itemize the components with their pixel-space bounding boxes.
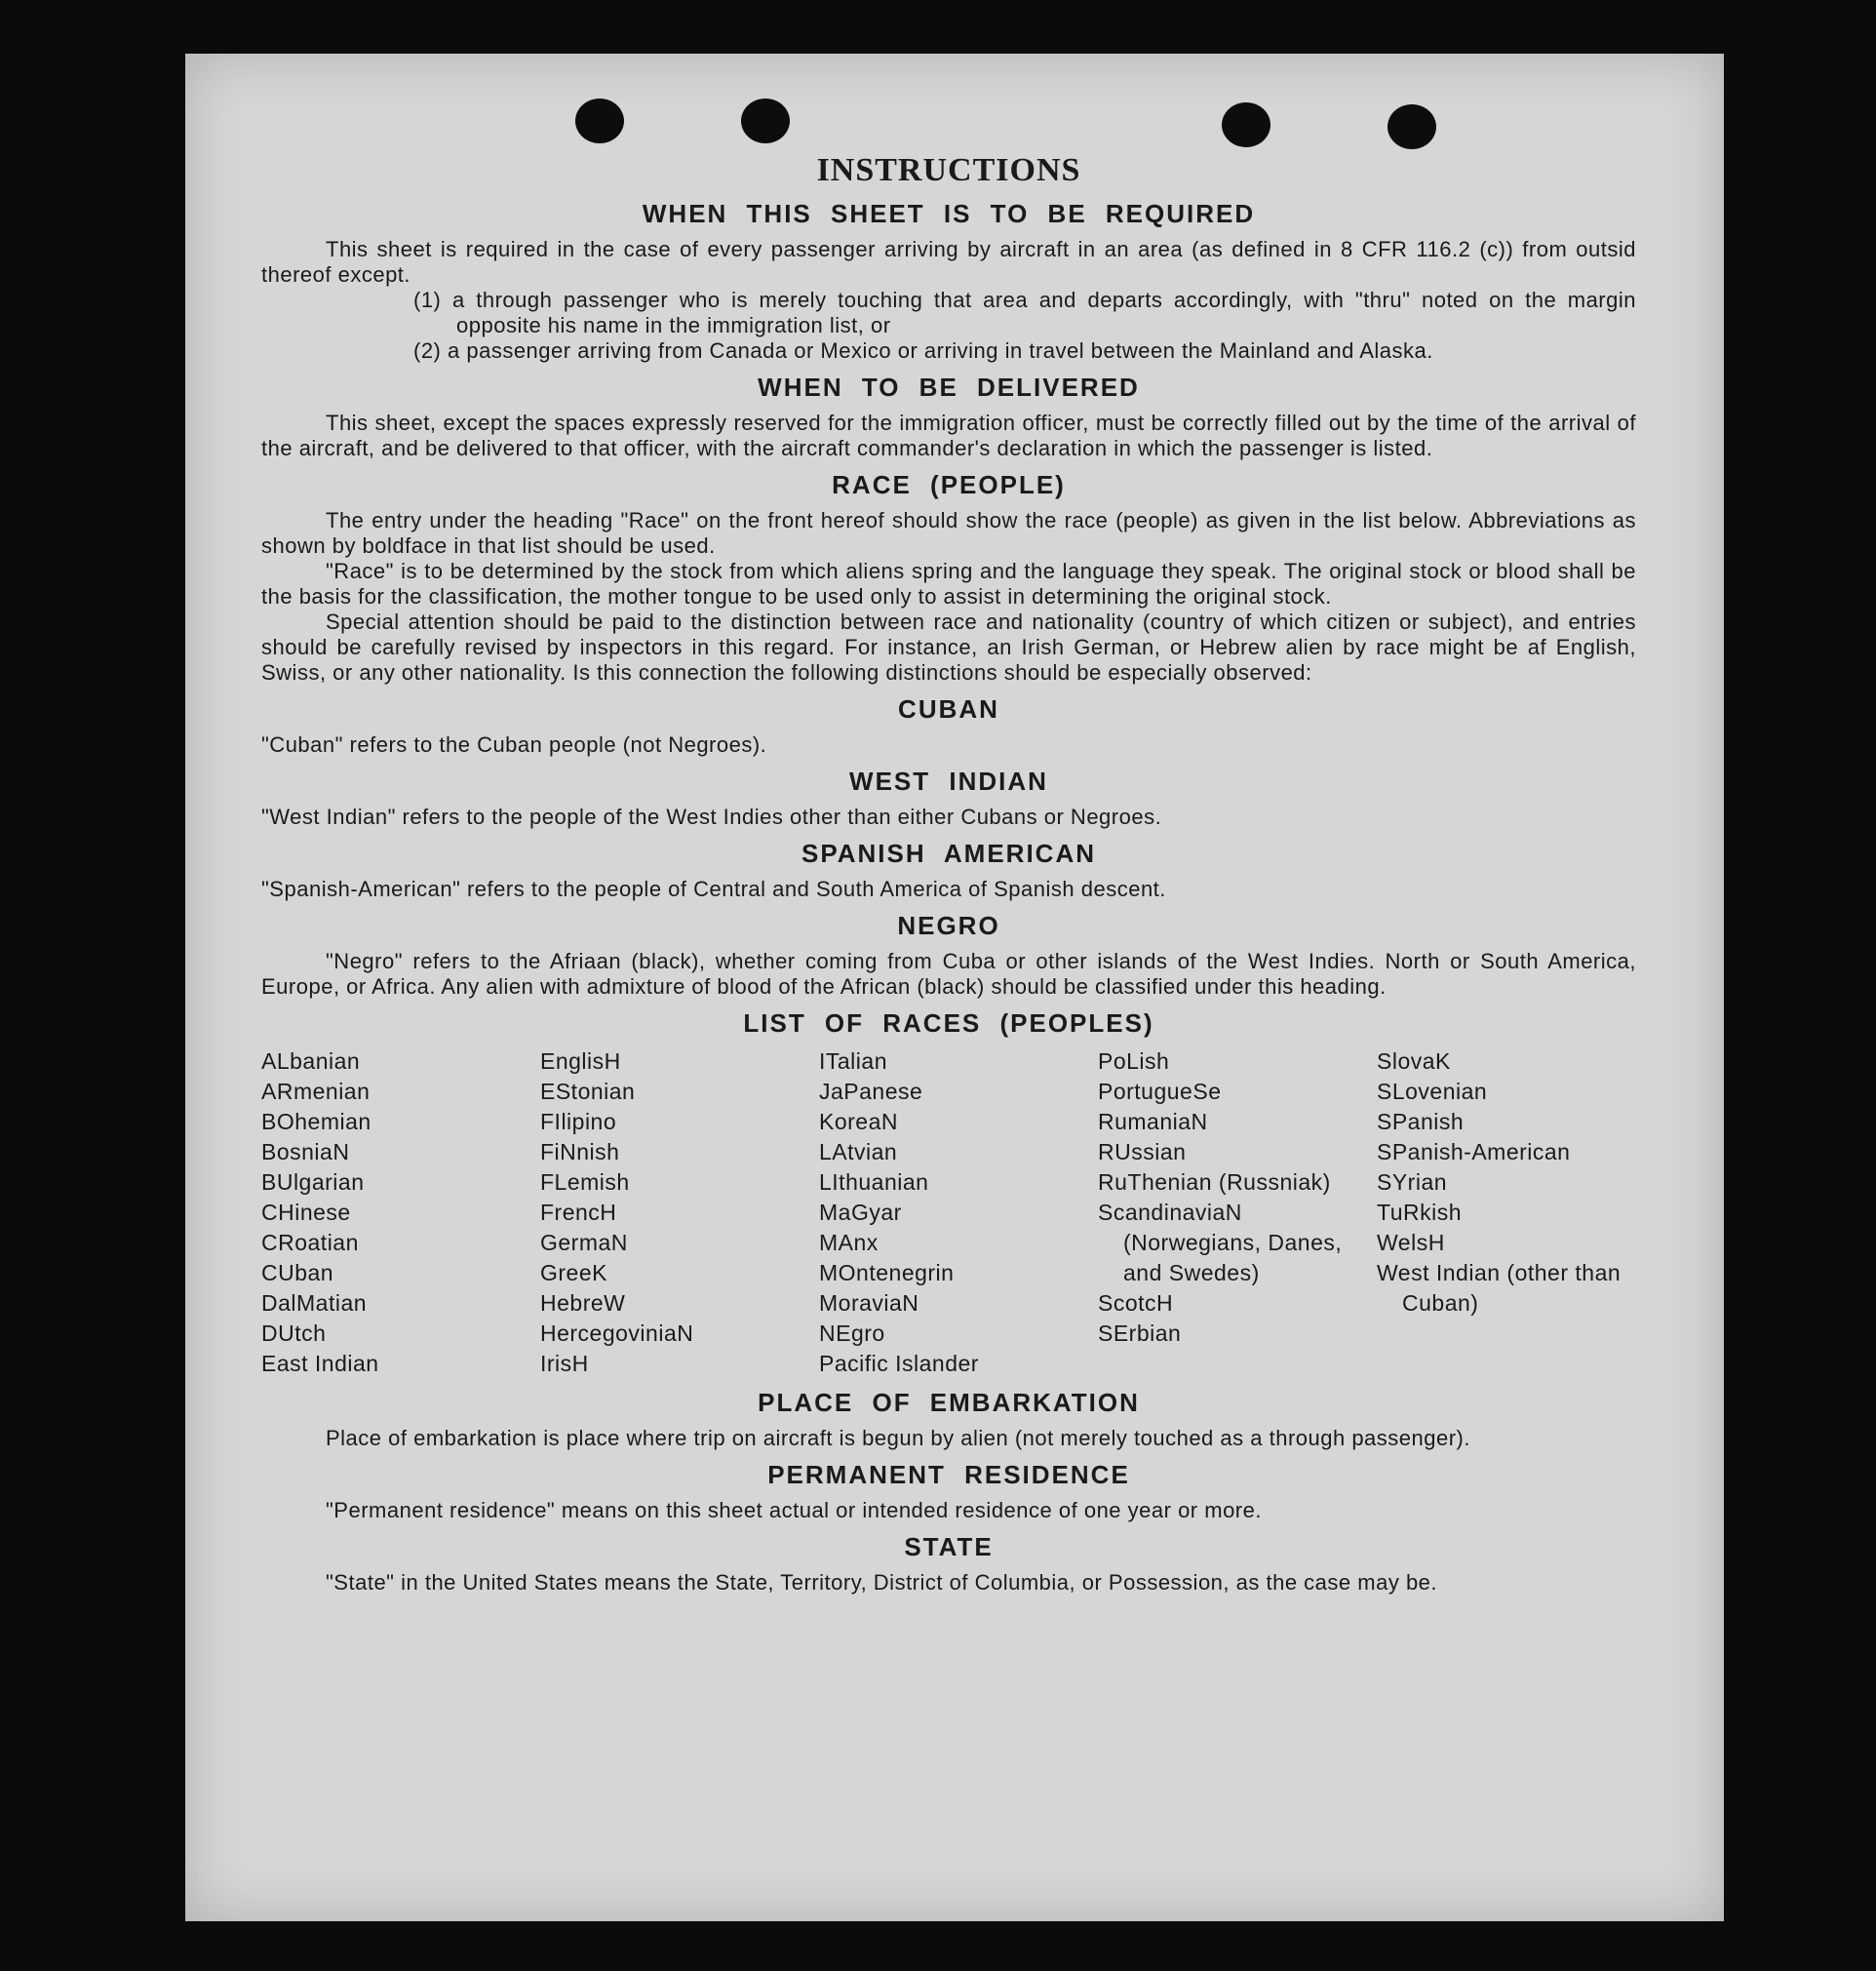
race-item: Pacific Islander: [819, 1351, 979, 1376]
section-heading-residence: PERMANENT RESIDENCE: [767, 1460, 1130, 1489]
races-column: [1377, 1046, 1636, 1379]
race-item: ALbanian: [261, 1048, 361, 1074]
page-title: INSTRUCTIONS: [816, 152, 1081, 188]
section-heading-embarkation: PLACE OF EMBARKATION: [758, 1388, 1140, 1417]
when-delivered-text: This sheet, except the spaces expressly reserved for the immigration officer, must be correctly filled out by the time of the arrival of the aircraft, and be delivered to that officer, with the aircraft commander's declaration in which the passenger is listed.: [261, 411, 1636, 460]
section-heading-race: RACE (PEOPLE): [832, 470, 1066, 499]
race-item: SlovaK: [1377, 1048, 1451, 1074]
race-item: EnglisH: [540, 1048, 621, 1074]
race-item: CHinese: [261, 1200, 351, 1225]
race-item: RUssian: [1098, 1139, 1187, 1164]
race-item: East Indian: [261, 1351, 379, 1376]
west-indian-text: "West Indian" refers to the people of the West Indies other than either Cubans or Negroes.: [261, 805, 1162, 829]
races-list: [261, 1046, 1636, 1379]
embarkation-text: Place of embarkation is place where trip on aircraft is begun by alien (not merely touched as a through passenger).: [326, 1426, 1470, 1450]
race-item: FIlipino: [540, 1109, 617, 1134]
race-item: BOhemian: [261, 1109, 371, 1134]
race-item: ARmenian: [261, 1079, 371, 1104]
race-item: DalMatian: [261, 1290, 368, 1316]
section-heading-cuban: CUBAN: [898, 694, 999, 724]
race-item: LIthuanian: [819, 1169, 929, 1195]
section-heading-spanish-american: SPANISH AMERICAN: [801, 839, 1096, 868]
race-item: BUlgarian: [261, 1169, 365, 1195]
race-item: RuThenian (Russniak): [1098, 1169, 1331, 1195]
race-item: MaGyar: [819, 1200, 902, 1225]
race-item: JaPanese: [819, 1079, 923, 1104]
race-item: TuRkish: [1377, 1200, 1462, 1225]
race-paragraph-1: The entry under the heading "Race" on the front hereof should show the race (people) as given in the list below. Abbreviations as shown by boldface in that list should be used.: [261, 508, 1636, 558]
race-item: MoraviaN: [819, 1290, 919, 1316]
race-item: SPanish: [1377, 1109, 1465, 1134]
race-item: EStonian: [540, 1079, 636, 1104]
race-item: BosniaN: [261, 1139, 350, 1164]
section-heading-when-delivered: WHEN TO BE DELIVERED: [758, 373, 1140, 402]
race-item: GermaN: [540, 1230, 628, 1255]
race-item: NEgro: [819, 1321, 885, 1346]
negro-text: "Negro" refers to the Afriaan (black), whether coming from Cuba or other islands of the West Indies. North or South America, Europe, or Africa. Any alien with admixture of blood of the African (black) should be classified under this heading.: [261, 949, 1636, 999]
punch-hole: [1222, 102, 1270, 147]
race-item: West Indian (other than Cuban): [1377, 1260, 1622, 1316]
exception-item-1: (1) a through passenger who is merely touching that area and departs accordingly, with "thru" noted on the margin opposite his name in the immigration list, or: [413, 288, 1636, 337]
races-column: [1098, 1046, 1377, 1379]
race-paragraph-3: Special attention should be paid to the distinction between race and nationality (country of which citizen or subject), and entries should be carefully revised by inspectors in this regard. For instance, an Irish German, or Hebrew alien by race might be af English, Swiss, or any other nationality. Is this connection the following distinctions should be especially observed:: [261, 610, 1636, 685]
section-heading-west-indian: WEST INDIAN: [849, 767, 1048, 796]
race-item: KoreaN: [819, 1109, 898, 1134]
race-item: FrencH: [540, 1200, 617, 1225]
race-item: SYrian: [1377, 1169, 1448, 1195]
race-item: RumaniaN: [1098, 1109, 1208, 1134]
race-item: MAnx: [819, 1230, 879, 1255]
races-column: [261, 1046, 540, 1379]
race-item: FiNnish: [540, 1139, 620, 1164]
race-paragraph-2: "Race" is to be determined by the stock from which aliens spring and the language they speak. The original stock or blood shall be the basis for the classification, the mother tongue to be used only to assist in determining the original stock.: [261, 559, 1636, 609]
exception-item-2: (2) a passenger arriving from Canada or Mexico or arriving in travel between the Mainland and Alaska.: [413, 338, 1433, 363]
races-column: [540, 1046, 819, 1379]
race-item: GreeK: [540, 1260, 607, 1285]
races-column: [819, 1046, 1098, 1379]
state-text: "State" in the United States means the State, Territory, District of Columbia, or Possession, as the case may be.: [326, 1570, 1438, 1595]
spanish-american-text: "Spanish-American" refers to the people of Central and South America of Spanish descent.: [261, 877, 1166, 901]
section-heading-list-of-races: LIST OF RACES (PEOPLES): [743, 1008, 1154, 1038]
race-item: WelsH: [1377, 1230, 1445, 1255]
race-item: SErbian: [1098, 1321, 1182, 1346]
race-item: FLemish: [540, 1169, 630, 1195]
race-item: HebreW: [540, 1290, 626, 1316]
document-sheet: [185, 54, 1724, 1921]
punch-hole: [741, 99, 790, 143]
section-heading-negro: NEGRO: [897, 911, 1000, 940]
when-required-intro: This sheet is required in the case of every passenger arriving by aircraft in an area (as defined in 8 CFR 116.2 (c)) from outsid thereof except.: [261, 237, 1636, 287]
punch-hole: [1387, 104, 1436, 149]
race-item: PortugueSe: [1098, 1079, 1222, 1104]
section-heading-when-required: WHEN THIS SHEET IS TO BE REQUIRED: [642, 199, 1256, 228]
race-item: LAtvian: [819, 1139, 898, 1164]
race-item: MOntenegrin: [819, 1260, 955, 1285]
race-item: ScotcH: [1098, 1290, 1174, 1316]
punch-hole: [575, 99, 624, 143]
cuban-text: "Cuban" refers to the Cuban people (not Negroes).: [261, 732, 767, 757]
race-item: CUban: [261, 1260, 334, 1285]
race-item: IrisH: [540, 1351, 589, 1376]
race-item: SPanish-American: [1377, 1139, 1571, 1164]
race-item: CRoatian: [261, 1230, 359, 1255]
residence-text: "Permanent residence" means on this sheet actual or intended residence of one year or more.: [326, 1498, 1262, 1522]
race-item: ScandinaviaN (Norwegians, Danes, and Swedes): [1098, 1200, 1343, 1285]
race-item: ITalian: [819, 1048, 887, 1074]
race-item: PoLish: [1098, 1048, 1170, 1074]
document-body: [261, 151, 1636, 1596]
race-item: HercegoviniaN: [540, 1321, 694, 1346]
section-heading-state: STATE: [904, 1532, 994, 1561]
race-item: SLovenian: [1377, 1079, 1488, 1104]
race-item: DUtch: [261, 1321, 327, 1346]
